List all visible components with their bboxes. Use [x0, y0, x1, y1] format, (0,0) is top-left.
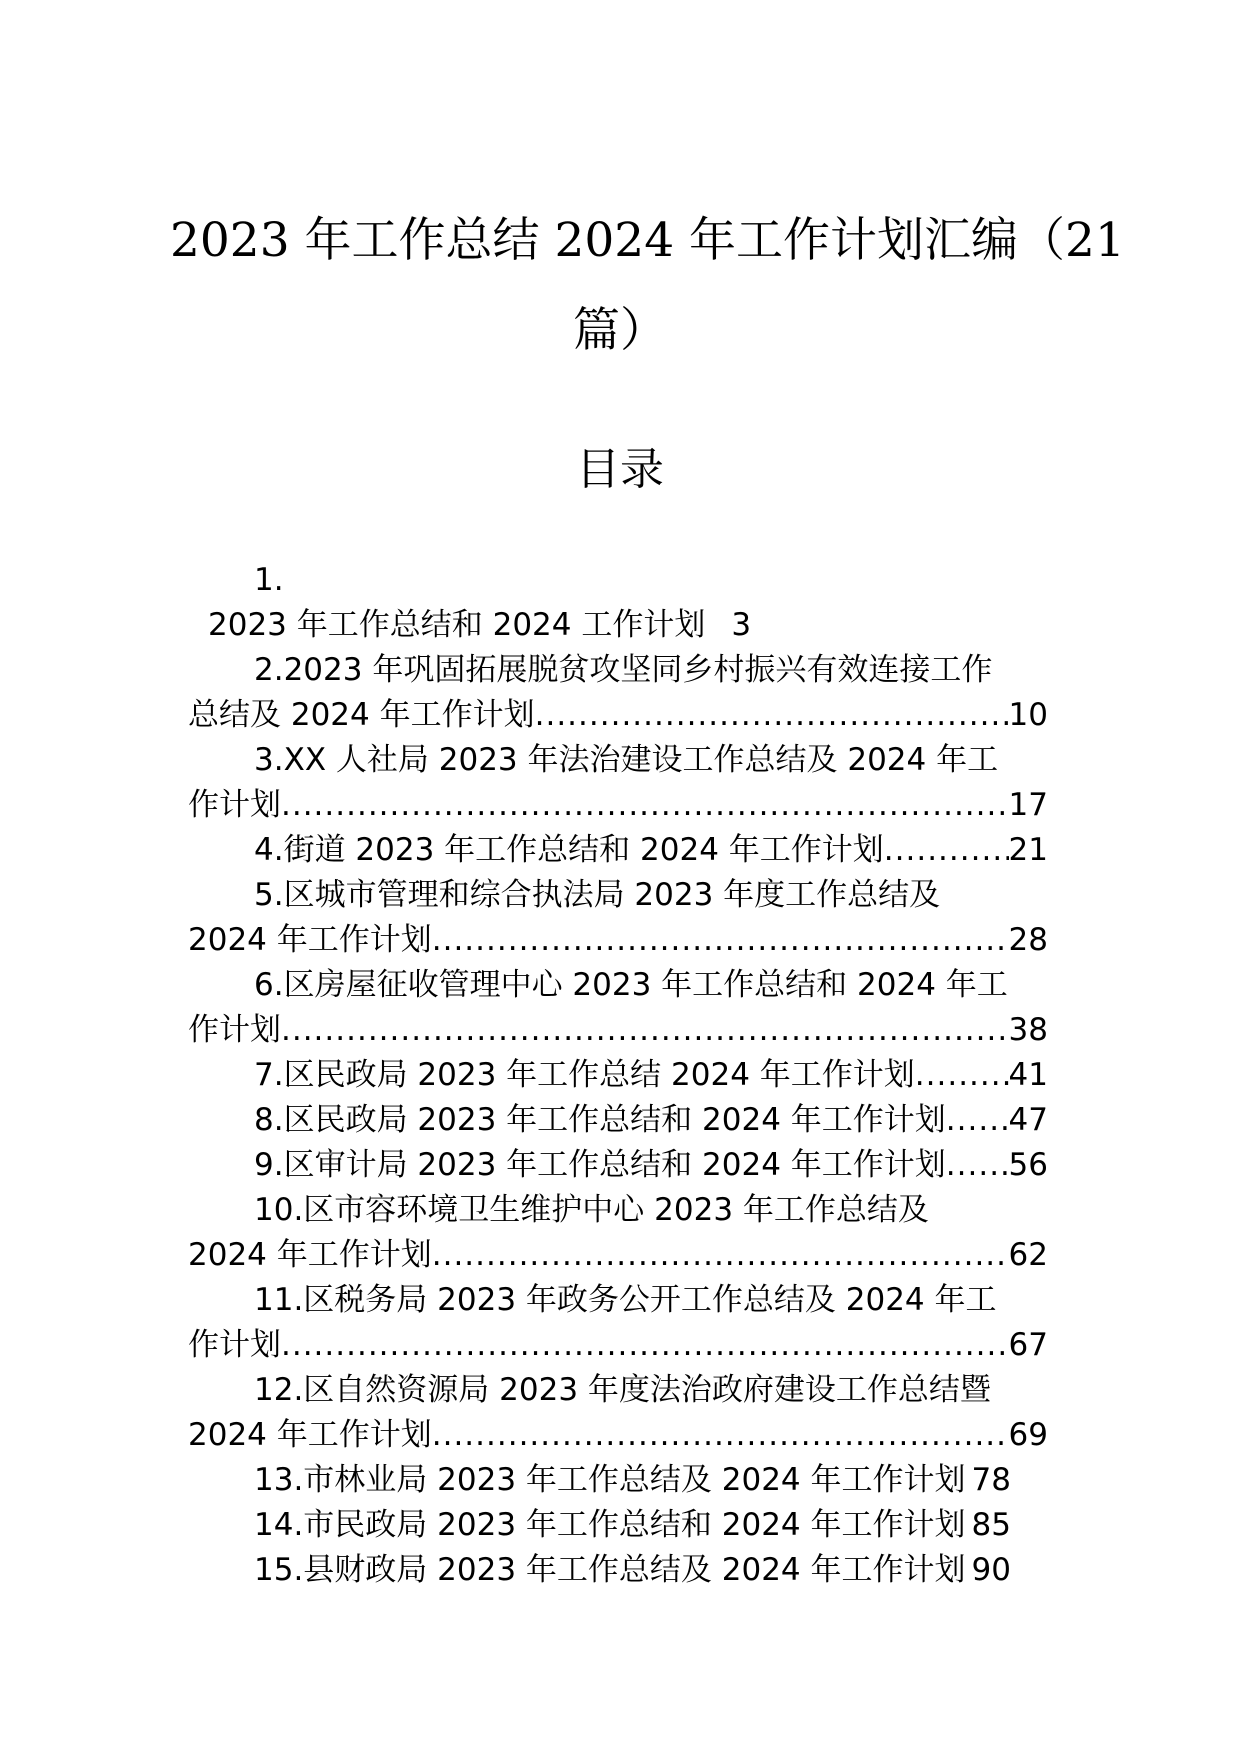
toc-entry-1-line-1[interactable]: 1. — [254, 562, 284, 598]
toc-page-number: 62 — [1008, 1237, 1048, 1273]
leader-dots — [281, 783, 1009, 828]
leader-dots — [281, 1323, 1009, 1368]
toc-entry-8[interactable]: 8.区民政局 2023 年工作总结和 2024 年工作计划 ..... 47 — [188, 1098, 1048, 1143]
toc-page-number: 67 — [1008, 1327, 1048, 1363]
document-title-line-1: 2023 年工作总结 2024 年工作计划汇编（21 — [170, 213, 1125, 268]
toc-page-number: 17 — [1008, 787, 1048, 823]
toc-page-number: 90 — [971, 1552, 1011, 1588]
toc-entry-12-line-1[interactable]: 12.区自然资源局 2023 年度法治政府建设工作总结暨 — [254, 1372, 991, 1408]
leader-dots — [946, 1143, 1009, 1188]
toc-page-number: 10 — [1008, 697, 1048, 733]
leader-dots — [432, 1233, 1009, 1278]
leader-dots — [884, 828, 1009, 873]
toc-entry-11-line-1[interactable]: 11.区税务局 2023 年政务公开工作总结及 2024 年工 — [254, 1282, 997, 1318]
toc-page-number: 47 — [1008, 1102, 1048, 1138]
toc-page-number: 56 — [1008, 1147, 1048, 1183]
toc-page-number: 41 — [1008, 1057, 1048, 1093]
toc-page-number: 69 — [1008, 1417, 1048, 1453]
toc-page-number: 21 — [1008, 832, 1048, 868]
leader-dots — [432, 1413, 1009, 1458]
toc-entry-5-line-2[interactable]: 2024 年工作计划 ..... 28 — [188, 918, 1048, 963]
leader-dots — [946, 1098, 1009, 1143]
toc-entry-2-line-2[interactable]: 总结及 2024 年工作计划 ..... 10 — [188, 693, 1048, 738]
leader-dots — [915, 1053, 1009, 1098]
toc-entry-10-line-2[interactable]: 2024 年工作计划 ..... 62 — [188, 1233, 1048, 1278]
toc-entry-12-line-2[interactable]: 2024 年工作计划 ..... 69 — [188, 1413, 1048, 1458]
toc-entry-1-line-2[interactable]: 2023 年工作总结和 2024 工作计划 3 — [188, 603, 1048, 648]
table-of-contents — [188, 558, 1048, 1593]
toc-entry-14[interactable]: 14.市民政局 2023 年工作总结和 2024 年工作计划 85 — [188, 1503, 1048, 1548]
toc-entry-9[interactable]: 9.区审计局 2023 年工作总结和 2024 年工作计划 ..... 56 — [188, 1143, 1048, 1188]
toc-entry-3-line-2[interactable]: 作计划 ..... 17 — [188, 783, 1048, 828]
toc-page-number: 28 — [1008, 922, 1048, 958]
toc-entry-5-line-1[interactable]: 5.区城市管理和综合执法局 2023 年度工作总结及 — [254, 877, 941, 913]
toc-heading: 目录 — [576, 444, 664, 495]
toc-entry-13[interactable]: 13.市林业局 2023 年工作总结及 2024 年工作计划 78 — [188, 1458, 1048, 1503]
toc-page-number: 78 — [971, 1462, 1011, 1498]
toc-page-number: 38 — [1008, 1012, 1048, 1048]
document-title-line-2: 篇） — [573, 303, 667, 358]
toc-page-number: 85 — [971, 1507, 1011, 1543]
leader-dots — [281, 1008, 1009, 1053]
toc-entry-15[interactable]: 15.县财政局 2023 年工作总结及 2024 年工作计划 90 — [188, 1548, 1048, 1593]
toc-entry-2-line-1[interactable]: 2.2023 年巩固拓展脱贫攻坚同乡村振兴有效连接工作 — [254, 652, 993, 688]
toc-entry-7[interactable]: 7.区民政局 2023 年工作总结 2024 年工作计划 ..... 41 — [188, 1053, 1048, 1098]
leader-dots — [535, 693, 1009, 738]
toc-entry-6-line-2[interactable]: 作计划 ..... 38 — [188, 1008, 1048, 1053]
toc-page-number: 3 — [731, 607, 752, 643]
leader-dots — [432, 918, 1009, 963]
toc-entry-6-line-1[interactable]: 6.区房屋征收管理中心 2023 年工作总结和 2024 年工 — [254, 967, 1008, 1003]
toc-entry-10-line-1[interactable]: 10.区市容环境卫生维护中心 2023 年工作总结及 — [254, 1192, 929, 1228]
toc-entry-3-line-1[interactable]: 3.XX 人社局 2023 年法治建设工作总结及 2024 年工 — [254, 742, 999, 778]
toc-entry-11-line-2[interactable]: 作计划 ..... 67 — [188, 1323, 1048, 1368]
toc-entry-4[interactable]: 4.街道 2023 年工作总结和 2024 年工作计划 ..... 21 — [188, 828, 1048, 873]
